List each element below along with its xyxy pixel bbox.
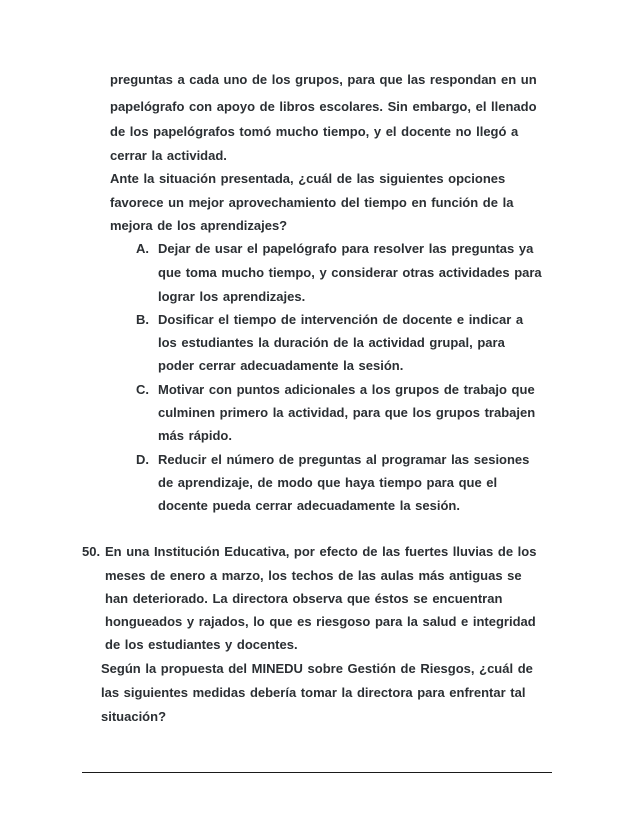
- text-line: Reducir el número de preguntas al programar las sesiones: [158, 452, 530, 467]
- option-letter: C.: [136, 382, 149, 397]
- text-line: cerrar la actividad.: [110, 148, 227, 163]
- text-line: preguntas a cada uno de los grupos, para que las respondan en un: [110, 72, 537, 87]
- text-line: de los papelógrafos tomó mucho tiempo, y el docente no llegó a: [110, 124, 519, 139]
- text-line: que toma mucho tiempo, y considerar otras actividades para: [158, 265, 542, 280]
- text-line: hongueados y rajados, lo que es riesgoso para la salud e integridad: [105, 614, 536, 629]
- text-line: más rápido.: [158, 428, 232, 443]
- text-line: meses de enero a marzo, los techos de las aulas más antiguas se: [105, 568, 522, 583]
- text-line: han deteriorado. La directora observa que éstos se encuentran: [105, 591, 503, 606]
- text-line: poder cerrar adecuadamente la sesión.: [158, 358, 404, 373]
- text-line: mejora de los aprendizajes?: [110, 218, 288, 233]
- option-letter: B.: [136, 312, 149, 327]
- text-line: Dosificar el tiempo de intervención de docente e indicar a: [158, 312, 524, 327]
- text-line: favorece un mejor aprovechamiento del tiempo en función de la: [110, 195, 514, 210]
- question-number: 50.: [82, 544, 101, 559]
- text-line: las siguientes medidas debería tomar la directora para enfrentar tal: [101, 685, 526, 700]
- text-line: En una Institución Educativa, por efecto de las fuertes lluvias de los: [105, 544, 537, 559]
- text-line: situación?: [101, 709, 167, 724]
- text-line: los estudiantes la duración de la actividad grupal, para: [158, 335, 505, 350]
- option-letter: A.: [136, 241, 149, 256]
- text-line: Ante la situación presentada, ¿cuál de las siguientes opciones: [110, 171, 506, 186]
- text-line: Según la propuesta del MINEDU sobre Gestión de Riesgos, ¿cuál de: [101, 661, 533, 676]
- text-line: culminen primero la actividad, para que los grupos trabajen: [158, 405, 536, 420]
- text-line: de aprendizaje, de modo que haya tiempo para que el: [158, 475, 498, 490]
- footer-divider: [82, 772, 552, 773]
- option-letter: D.: [136, 452, 149, 467]
- text-line: docente pueda cerrar adecuadamente la sesión.: [158, 498, 460, 513]
- text-line: Motivar con puntos adicionales a los grupos de trabajo que: [158, 382, 535, 397]
- text-line: Dejar de usar el papelógrafo para resolver las preguntas ya: [158, 241, 534, 256]
- text-line: papelógrafo con apoyo de libros escolares. Sin embargo, el llenado: [110, 99, 537, 114]
- text-line: lograr los aprendizajes.: [158, 289, 306, 304]
- text-line: de los estudiantes y docentes.: [105, 637, 298, 652]
